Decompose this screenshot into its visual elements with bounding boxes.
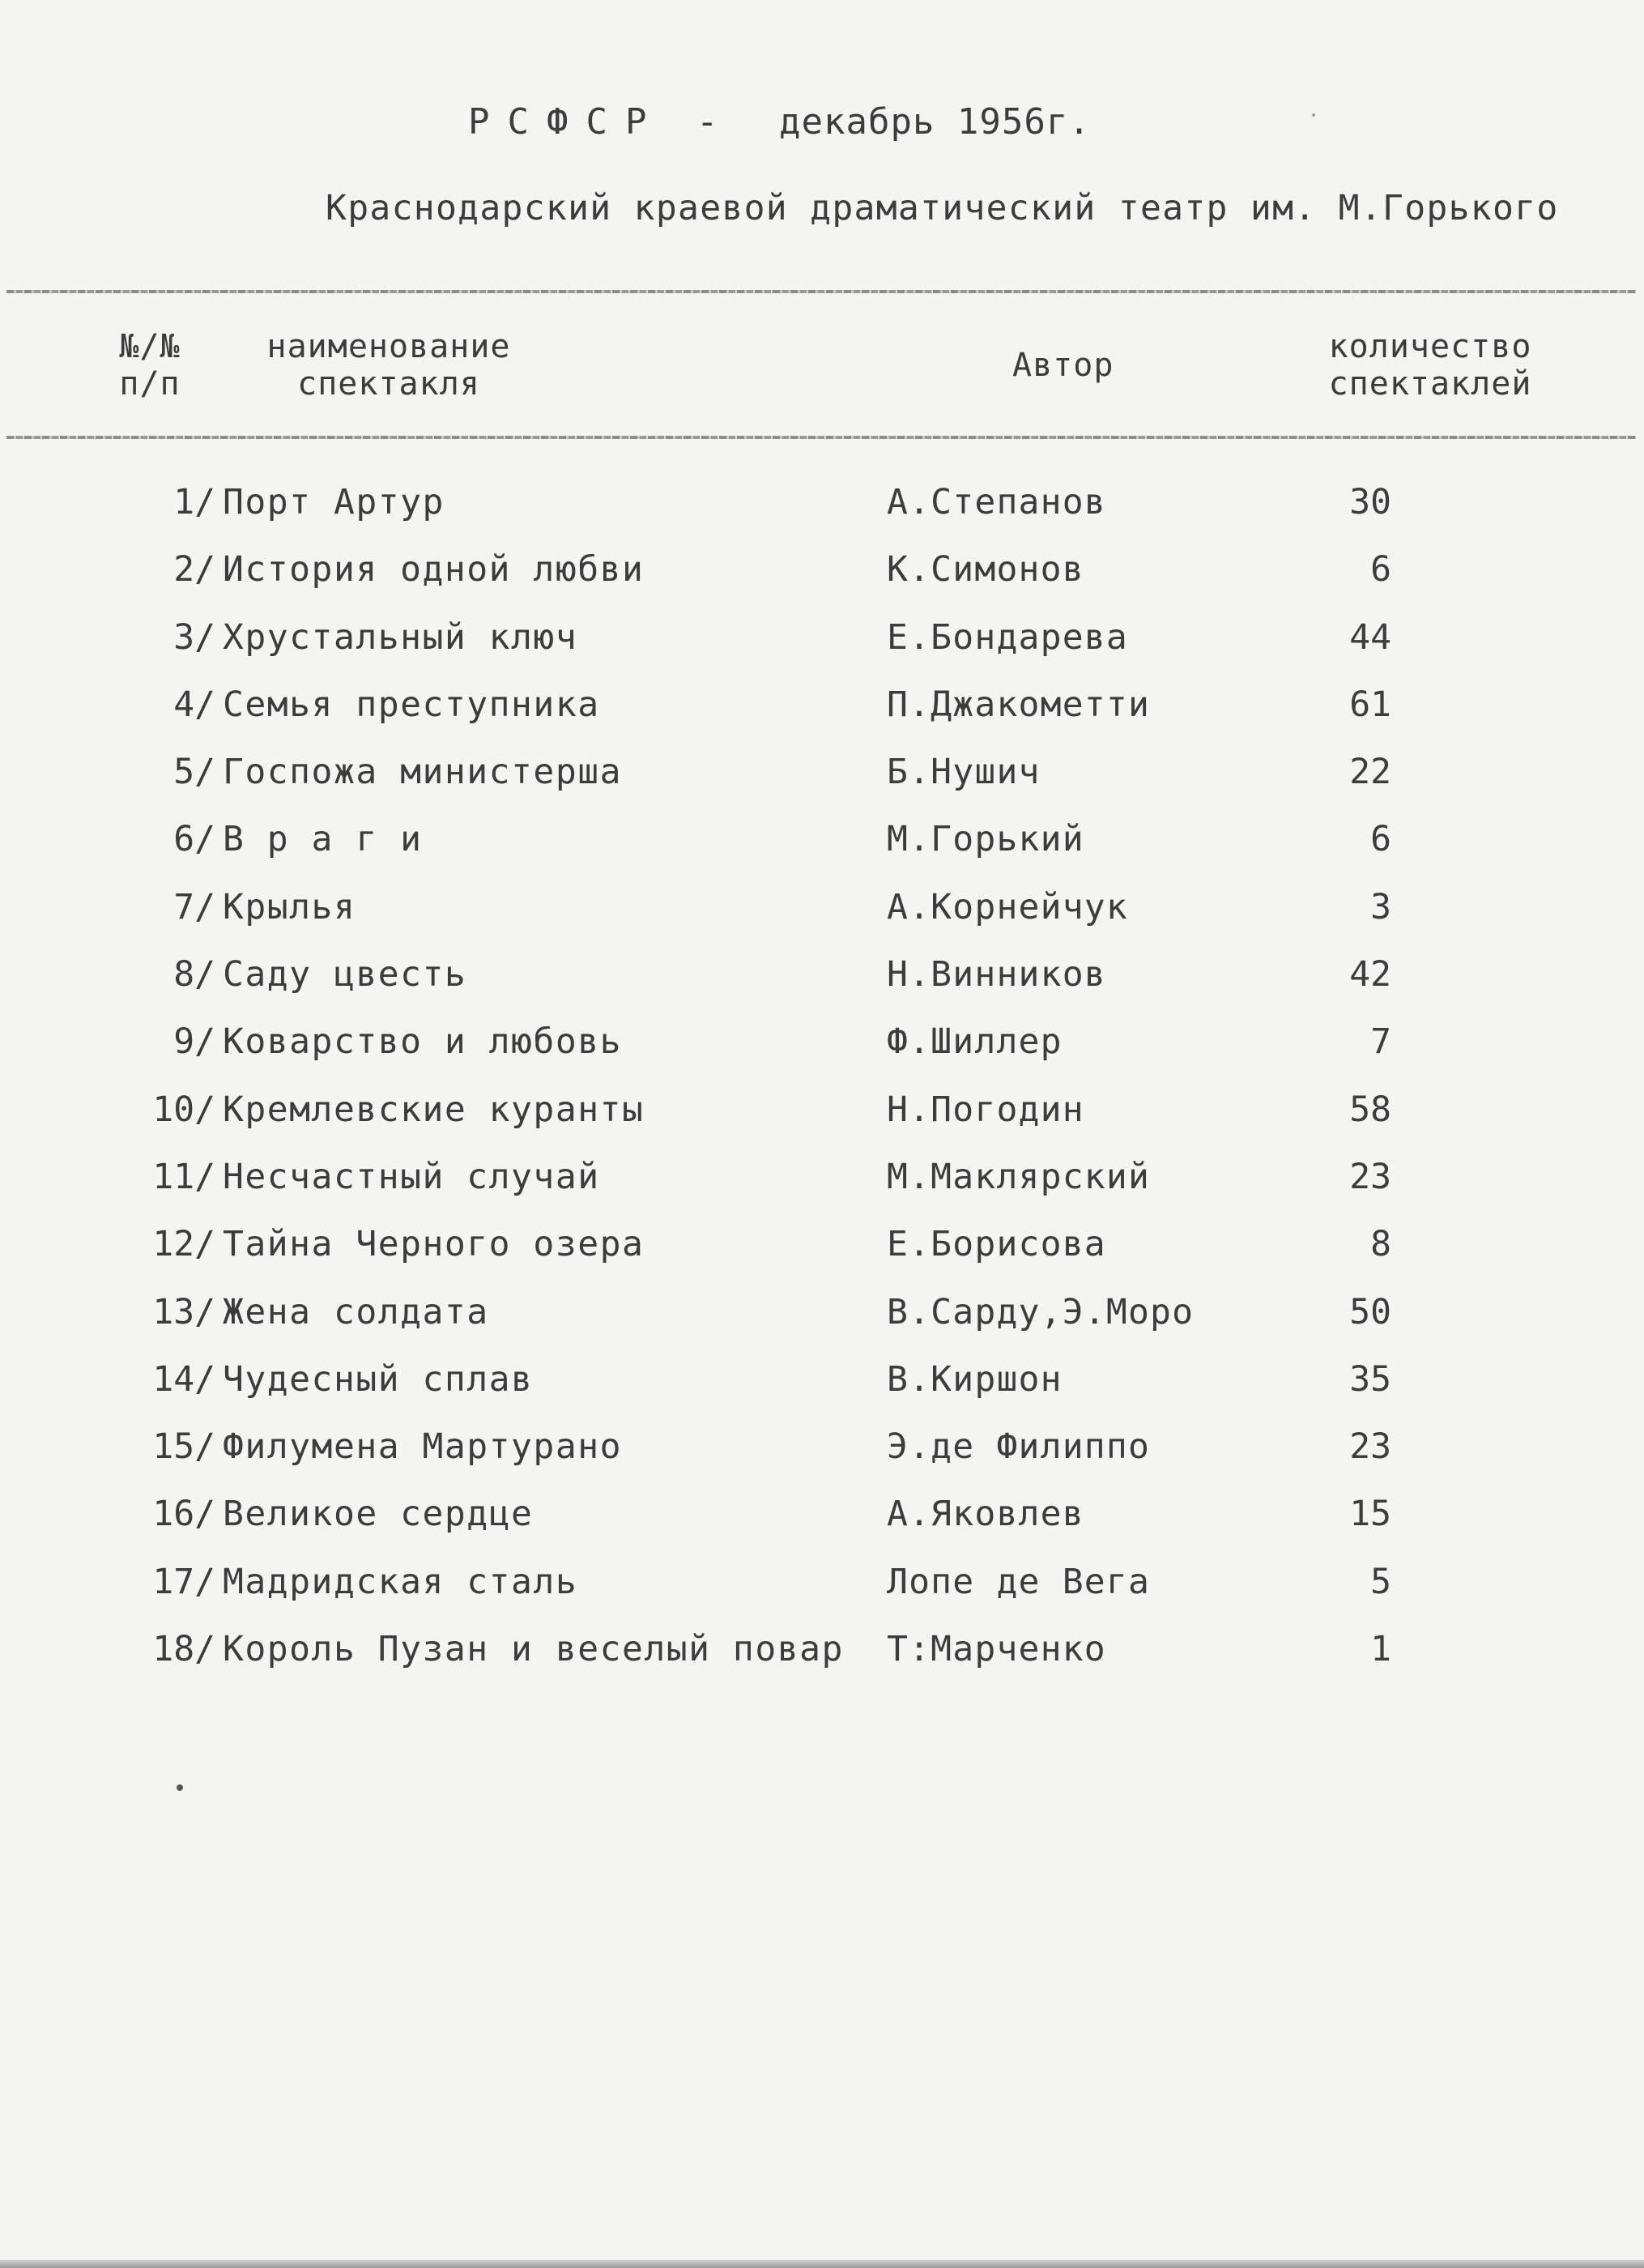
performance-title: Крылья [223,886,356,927]
table-row [0,1017,1644,1085]
row-number: 10/ [152,1089,215,1130]
author-name: Е.Бондарева [887,616,1128,658]
performance-count: 15 [1349,1494,1391,1535]
table-row [0,1625,1644,1692]
table-row [0,1220,1644,1287]
row-number: 1/ [173,482,215,522]
table-row [0,950,1644,1017]
performance-count: 23 [1349,1156,1391,1197]
row-number: 11/ [152,1156,215,1197]
performance-title: В р а г и [223,819,423,860]
column-header-count-line2: спектаклей [1328,365,1532,403]
row-number: 2/ [173,549,215,590]
performance-title: Госпожа министерша [223,752,622,793]
performance-title: Мадридская сталь [223,1561,578,1602]
author-name: П.Джакометти [887,684,1151,725]
performance-title: Филумена Мартурано [223,1426,622,1468]
column-header-title-line2: спектакля [297,365,480,403]
performance-count: 42 [1349,954,1391,995]
column-header-count-line1: количество [1328,328,1532,365]
performance-title: Хрустальный ключ [223,616,578,658]
performance-title: Коварство и любовь [223,1021,622,1063]
row-number: 3/ [173,616,215,658]
performance-title: Король Пузан и веселый повар [223,1629,844,1670]
page-bottom-edge [0,2260,1644,2268]
performance-count: 44 [1349,616,1391,658]
performance-count: 3 [1370,886,1391,927]
performance-title: Великое сердце [223,1494,534,1535]
row-number: 17/ [152,1561,215,1602]
table-row [0,478,1644,545]
performance-count: 7 [1370,1021,1391,1063]
performance-title: Кремлевские куранты [223,1089,645,1130]
author-name: В.Сарду,Э.Моро [887,1291,1195,1332]
country-label: РСФСР [468,101,665,143]
performance-count: 6 [1370,549,1391,590]
performance-list [0,478,1644,1692]
author-name: В.Киршон [887,1358,1063,1400]
performance-count: 58 [1349,1089,1391,1130]
performance-title: Саду цвесть [223,954,467,995]
row-number: 6/ [173,819,215,860]
performance-title: Несчастный случай [223,1156,600,1197]
performance-count: 61 [1349,684,1391,725]
row-number: 5/ [173,752,215,793]
author-name: К.Симонов [887,549,1084,590]
row-number: 8/ [173,954,215,995]
column-header-count [1325,328,1535,403]
column-header-number [113,328,186,403]
column-header-author: Автор [1012,347,1114,384]
performance-count: 30 [1349,482,1391,522]
performance-title: Семья преступника [223,684,600,725]
performance-count: 23 [1349,1426,1391,1468]
paper-speck [177,1784,183,1791]
performance-title: Чудесный сплав [223,1358,534,1400]
performance-title: Тайна Черного озера [223,1224,645,1265]
author-name: А.Степанов [887,482,1106,522]
row-number: 13/ [152,1291,215,1332]
table-row [0,1422,1644,1490]
table-row [0,1288,1644,1355]
performance-count: 5 [1370,1561,1391,1602]
author-name: Э.де Филиппо [887,1426,1151,1468]
performance-count: 22 [1349,752,1391,793]
author-name: М.Маклярский [887,1156,1151,1197]
table-row [0,1153,1644,1220]
row-number: 16/ [152,1494,215,1535]
top-rule [6,290,1636,293]
table-row [0,1490,1644,1557]
row-number: 4/ [173,684,215,725]
performance-title: История одной любви [223,549,645,590]
row-number: 18/ [152,1629,215,1670]
author-name: М.Горький [887,819,1084,860]
row-number: 7/ [173,886,215,927]
row-number: 9/ [173,1021,215,1063]
column-header-title-line1: наименование [266,328,511,365]
performance-count: 50 [1349,1291,1391,1332]
author-name: Лопе де Вега [887,1561,1151,1602]
theatre-name: Краснодарский краевой драматический театр им. М.Горького [326,188,1559,228]
table-row [0,1355,1644,1422]
title-dash: - [696,101,718,143]
author-name: Б.Нушич [887,752,1041,793]
row-number: 14/ [152,1358,215,1400]
report-date: декабрь 1956г. [779,101,1091,143]
author-name: Н.Винников [887,954,1106,995]
author-name: А.Корнейчук [887,886,1128,927]
table-row [0,680,1644,748]
document-title [0,101,1644,150]
performance-title: Жена солдата [223,1291,489,1332]
table-row [0,1558,1644,1625]
performance-count: 8 [1370,1224,1391,1265]
author-name: Ф.Шиллер [887,1021,1063,1063]
paper-speck [1312,113,1315,117]
performance-count: 35 [1349,1358,1391,1400]
column-header-number-line1: №/№ [119,328,181,365]
table-row [0,883,1644,950]
performance-count: 6 [1370,819,1391,860]
row-number: 15/ [152,1426,215,1468]
performance-count: 1 [1370,1629,1391,1670]
column-header-number-line2: п/п [119,365,181,403]
table-row [0,613,1644,680]
row-number: 12/ [152,1224,215,1265]
table-row [0,1085,1644,1153]
header-rule [6,436,1636,439]
author-name: А.Яковлев [887,1494,1084,1535]
performance-title: Порт Артур [223,482,445,522]
author-name: Е.Борисова [887,1224,1106,1265]
table-row [0,815,1644,882]
column-header-title [263,328,514,403]
author-name: Н.Погодин [887,1089,1084,1130]
author-name: Т:Марченко [887,1629,1106,1670]
table-row [0,545,1644,612]
table-row [0,748,1644,815]
